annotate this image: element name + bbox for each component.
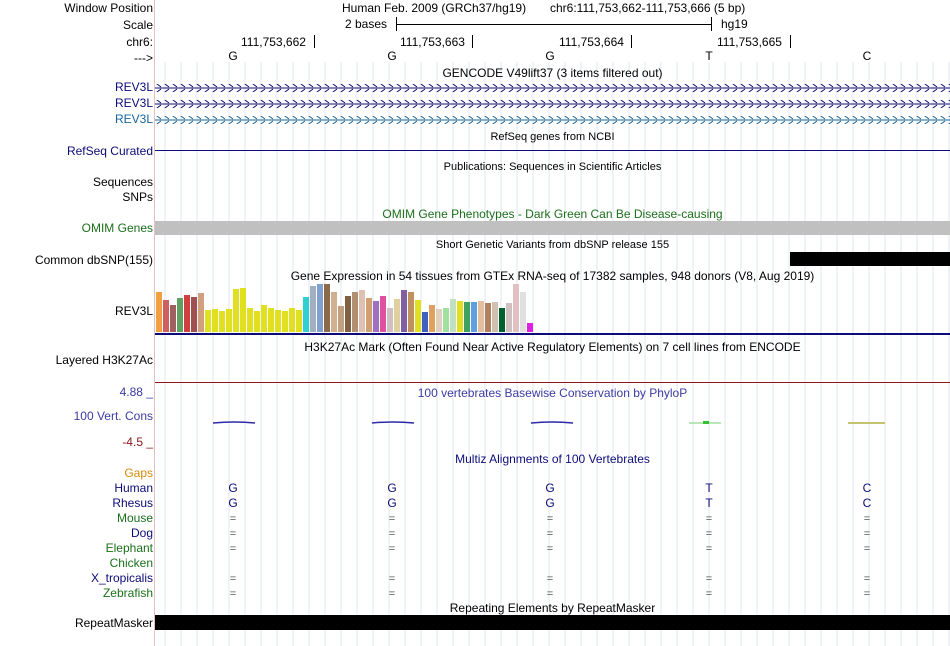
multiz-base: = [546, 513, 554, 525]
gtex-label[interactable]: REV3L [114, 304, 153, 318]
multiz-base: = [229, 528, 237, 540]
phylop-min-label: -4.5 _ [122, 435, 153, 449]
dbsnp-variant[interactable] [790, 252, 950, 266]
repeatmasker-title: Repeating Elements by RepeatMasker [449, 601, 656, 615]
multiz-base: T [705, 481, 713, 495]
sequences-label[interactable]: Sequences [92, 175, 153, 189]
multiz-base: G [387, 496, 397, 510]
gtex-tissue-bar[interactable] [422, 312, 428, 332]
multiz-base: = [546, 528, 554, 540]
multiz-base: = [229, 573, 237, 585]
phylop-track[interactable] [155, 418, 950, 428]
scale-text: 2 bases [345, 17, 388, 31]
multiz-base: = [705, 588, 713, 600]
gtex-tissue-bar[interactable] [352, 292, 358, 332]
gtex-tissue-bar[interactable] [184, 295, 190, 332]
gtex-tissue-bar[interactable] [170, 305, 176, 332]
snps-label[interactable]: SNPs [122, 190, 153, 204]
gtex-bar-chart[interactable] [156, 284, 536, 332]
strand-label: ---> [134, 51, 153, 65]
multiz-base: C [862, 496, 872, 510]
gtex-tissue-bar[interactable] [366, 298, 372, 332]
gtex-tissue-bar[interactable] [226, 309, 232, 332]
multiz-base: = [229, 513, 237, 525]
multiz-base: G [545, 496, 555, 510]
refseq-label[interactable]: RefSeq Curated [66, 144, 153, 158]
gtex-tissue-bar[interactable] [156, 292, 162, 332]
multiz-species-label[interactable]: Elephant [105, 541, 153, 555]
gtex-tissue-bar[interactable] [373, 301, 379, 332]
publications-title: Publications: Sequences in Scientific Articles [443, 161, 662, 173]
gtex-tissue-bar[interactable] [527, 323, 533, 332]
multiz-base: = [546, 588, 554, 600]
gtex-tissue-bar[interactable] [233, 289, 239, 332]
gaps-label[interactable]: Gaps [124, 466, 153, 480]
multiz-base: T [705, 496, 713, 510]
multiz-base: = [546, 543, 554, 555]
gtex-tissue-bar[interactable] [296, 310, 302, 332]
window-position-label: Window Position [64, 1, 153, 15]
gtex-tissue-bar[interactable] [457, 301, 463, 332]
phylop-mark-1 [213, 422, 255, 423]
omim-title: OMIM Gene Phenotypes - Dark Green Can Be Disease-causing [382, 207, 723, 221]
gtex-tissue-bar[interactable] [359, 290, 365, 332]
gtex-tissue-bar[interactable] [513, 284, 519, 332]
multiz-base: = [388, 543, 396, 555]
scale-label: Scale [122, 18, 153, 32]
ref-base-4: T [705, 49, 713, 63]
multiz-base: G [228, 496, 238, 510]
refseq-title: RefSeq genes from NCBI [490, 131, 615, 143]
gtex-tissue-bar[interactable] [163, 300, 169, 332]
gtex-tissue-bar[interactable] [310, 286, 316, 332]
multiz-base: = [388, 588, 396, 600]
gtex-tissue-bar[interactable] [415, 300, 421, 332]
coord-3: 111,753,664 [559, 35, 624, 49]
multiz-base: = [705, 528, 713, 540]
multiz-species-label[interactable]: Dog [130, 526, 153, 540]
gtex-tissue-bar[interactable] [219, 311, 225, 332]
gtex-tissue-bar[interactable] [429, 305, 435, 332]
gtex-tissue-bar[interactable] [478, 301, 484, 332]
phylop-label[interactable]: 100 Vert. Cons [73, 409, 153, 423]
gtex-tissue-bar[interactable] [282, 311, 288, 332]
gencode-item-2[interactable]: REV3L [114, 96, 153, 110]
h3k27ac-baseline[interactable] [155, 382, 950, 383]
gencode-title: GENCODE V49lift37 (3 items filtered out) [442, 66, 663, 80]
gtex-tissue-bar[interactable] [275, 310, 281, 332]
gtex-tissue-bar[interactable] [303, 297, 309, 332]
phylop-mark-3 [531, 422, 573, 423]
multiz-base: = [705, 513, 713, 525]
multiz-base: G [545, 481, 555, 495]
dbsnp-label[interactable]: Common dbSNP(155) [34, 253, 153, 267]
gtex-tissue-bar[interactable] [485, 303, 491, 332]
h3k27ac-label[interactable]: Layered H3K27Ac [55, 353, 153, 367]
gtex-tissue-bar[interactable] [492, 302, 498, 332]
ref-base-3: G [545, 49, 555, 63]
gtex-tissue-bar[interactable] [191, 297, 197, 332]
gencode-item-1[interactable]: REV3L [114, 80, 153, 94]
gtex-tissue-bar[interactable] [499, 308, 505, 332]
gtex-tissue-bar[interactable] [212, 309, 218, 332]
dbsnp-title: Short Genetic Variants from dbSNP release 155 [435, 239, 670, 251]
scale-bar [396, 24, 712, 25]
chrom-label: chr6: [126, 35, 153, 49]
repeatmasker-label[interactable]: RepeatMasker [74, 616, 153, 630]
db-text: hg19 [721, 17, 748, 31]
gtex-tissue-bar[interactable] [380, 296, 386, 332]
coord-tick-1 [314, 35, 315, 48]
multiz-base: G [228, 481, 238, 495]
multiz-species-label[interactable]: Mouse [116, 511, 153, 525]
ref-base-1: G [228, 49, 238, 63]
position-text: chr6:111,753,662-111,753,666 (5 bp) [550, 1, 746, 15]
gtex-tissue-bar[interactable] [324, 284, 330, 332]
gtex-tissue-bar[interactable] [254, 311, 260, 332]
gtex-tissue-bar[interactable] [317, 284, 323, 332]
multiz-base: = [705, 543, 713, 555]
coord-1: 111,753,662 [241, 35, 306, 49]
gtex-tissue-bar[interactable] [520, 292, 526, 332]
multiz-base: = [863, 588, 871, 600]
gtex-tissue-bar[interactable] [240, 288, 246, 332]
gtex-tissue-bar[interactable] [268, 308, 274, 332]
assembly-text: Human Feb. 2009 (GRCh37/hg19) [342, 1, 527, 15]
gtex-tissue-bar[interactable] [205, 310, 211, 332]
multiz-species-label[interactable]: Zebrafish [102, 586, 153, 600]
phylop-mark-2 [372, 422, 414, 423]
gtex-tissue-bar[interactable] [177, 298, 183, 332]
gtex-tissue-bar[interactable] [338, 306, 344, 332]
multiz-base: = [863, 528, 871, 540]
gtex-tissue-bar[interactable] [289, 308, 295, 332]
phylop-max-label: 4.88 _ [119, 385, 153, 399]
gtex-tissue-bar[interactable] [198, 293, 204, 332]
scale-bar-right [711, 17, 712, 31]
gtex-tissue-bar[interactable] [436, 309, 442, 332]
phylop-mark-4-peak [703, 421, 709, 424]
phylop-title: 100 vertebrates Basewise Conservation by PhyloP [417, 386, 688, 400]
multiz-base: C [862, 481, 872, 495]
coord-tick-2 [472, 35, 473, 48]
coord-2: 111,753,663 [400, 35, 465, 49]
gtex-gene-line[interactable] [155, 333, 950, 335]
multiz-base: = [229, 543, 237, 555]
gtex-tissue-bar[interactable] [408, 292, 414, 332]
multiz-base: = [388, 528, 396, 540]
gtex-tissue-bar[interactable] [450, 299, 456, 332]
gtex-title: Gene Expression in 54 tissues from GTEx RNA-seq of 17382 samples, 948 donors (V8, Aug 2019) [290, 269, 815, 283]
coord-tick-3 [631, 35, 632, 48]
multiz-base: = [705, 573, 713, 585]
multiz-base: = [863, 573, 871, 585]
gtex-tissue-bar[interactable] [247, 308, 253, 332]
coord-tick-4 [790, 35, 791, 48]
gtex-tissue-bar[interactable] [471, 302, 477, 332]
gtex-tissue-bar[interactable] [387, 308, 393, 332]
h3k27ac-title: H3K27Ac Mark (Often Found Near Active Regulatory Elements) on 7 cell lines from ENCODE [304, 340, 801, 354]
ref-base-2: G [387, 49, 397, 63]
gencode-item-3[interactable]: REV3L [114, 112, 153, 126]
refseq-line[interactable] [155, 150, 950, 151]
multiz-species-label[interactable]: Rhesus [112, 496, 153, 510]
gtex-tissue-bar[interactable] [464, 302, 470, 332]
gtex-tissue-bar[interactable] [394, 299, 400, 332]
omim-bar[interactable] [155, 221, 950, 235]
omim-label[interactable]: OMIM Genes [81, 221, 153, 235]
gtex-tissue-bar[interactable] [401, 290, 407, 332]
coord-4: 111,753,665 [717, 35, 782, 49]
multiz-base: = [546, 573, 554, 585]
multiz-base: = [388, 513, 396, 525]
multiz-species-label[interactable]: X_tropicalis [90, 571, 153, 585]
gtex-tissue-bar[interactable] [331, 292, 337, 332]
ref-base-5: C [862, 49, 872, 63]
gencode-transcripts[interactable] [155, 80, 950, 128]
multiz-base: G [387, 481, 397, 495]
multiz-base: = [229, 588, 237, 600]
gtex-tissue-bar[interactable] [443, 308, 449, 332]
gtex-tissue-bar[interactable] [345, 296, 351, 332]
multiz-base: = [863, 513, 871, 525]
multiz-base: = [863, 543, 871, 555]
multiz-base: = [388, 573, 396, 585]
gtex-tissue-bar[interactable] [506, 303, 512, 332]
repeatmasker-bar[interactable] [155, 615, 950, 630]
multiz-species-label[interactable]: Chicken [109, 556, 153, 570]
multiz-species-label[interactable]: Human [114, 481, 153, 495]
multiz-title: Multiz Alignments of 100 Vertebrates [455, 452, 650, 466]
gtex-tissue-bar[interactable] [261, 305, 267, 332]
